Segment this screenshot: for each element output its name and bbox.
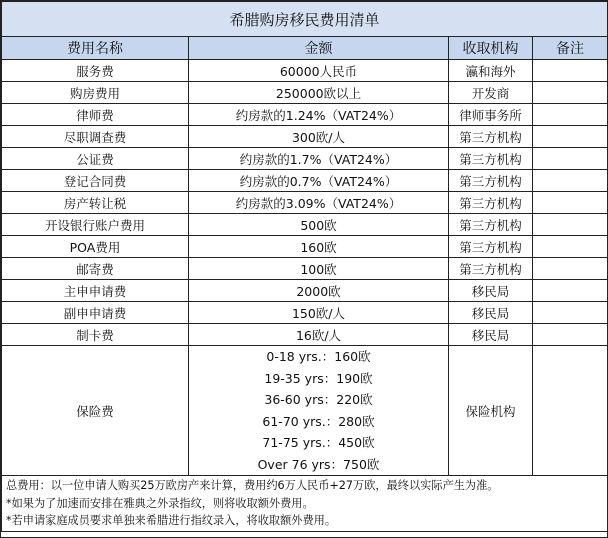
table-row: [2, 148, 608, 170]
remark-cell: [533, 280, 608, 302]
amount-cell: 约房款的1.7%（VAT24%）: [189, 148, 449, 170]
remark-cell: [533, 236, 608, 258]
header-agency: 收取机构: [449, 37, 533, 60]
agency-cell: 律师事务所: [449, 104, 533, 126]
remark-cell: [533, 258, 608, 280]
table-row: [2, 324, 608, 346]
remark-cell: [533, 126, 608, 148]
remark-cell: [533, 302, 608, 324]
amount-cell: 60000人民币: [189, 60, 449, 82]
remark-cell: [533, 104, 608, 126]
table-row: [2, 302, 608, 324]
remark-cell: [533, 214, 608, 236]
amount-cell: 150欧/人: [189, 302, 449, 324]
fee-name-cell: 开设银行账户费用: [2, 214, 189, 236]
amount-cell: 16欧/人: [189, 324, 449, 346]
agency-cell: 移民局: [449, 324, 533, 346]
amount-cell: 约房款的3.09%（VAT24%）: [189, 192, 449, 214]
insurance-agency: 保险机构: [449, 346, 533, 476]
fee-name-cell: 律师费: [2, 104, 189, 126]
table-row: [2, 280, 608, 302]
insurance-row: [2, 346, 608, 476]
amount-cell: 约房款的0.7%（VAT24%）: [189, 170, 449, 192]
fee-name-cell: 服务费: [2, 60, 189, 82]
fee-name-cell: 房产转让税: [2, 192, 189, 214]
remark-cell: [533, 148, 608, 170]
amount-cell: 100欧: [189, 258, 449, 280]
table-row: [2, 192, 608, 214]
table-row: [2, 214, 608, 236]
amount-cell: 300欧/人: [189, 126, 449, 148]
agency-cell: 第三方机构: [449, 148, 533, 170]
agency-cell: 第三方机构: [449, 192, 533, 214]
table-row: [2, 258, 608, 280]
insurance-tier: 19-35 yrs：190欧: [264, 370, 373, 386]
agency-cell: 第三方机构: [449, 126, 533, 148]
remark-cell: [533, 170, 608, 192]
agency-cell: 移民局: [449, 280, 533, 302]
header-fee-name: 费用名称: [2, 37, 189, 60]
header-remark: 备注: [533, 37, 608, 60]
header-row: [2, 37, 608, 60]
table-row: [2, 60, 608, 82]
fee-name-cell: 登记合同费: [2, 170, 189, 192]
amount-cell: 约房款的1.24%（VAT24%）: [189, 104, 449, 126]
fee-name-cell: POA费用: [2, 236, 189, 258]
insurance-name: 保险费: [2, 346, 189, 476]
table-row: [2, 82, 608, 104]
fee-name-cell: 主申申请费: [2, 280, 189, 302]
agency-cell: 移民局: [449, 302, 533, 324]
fee-name-cell: 制卡费: [2, 324, 189, 346]
table-title: 希腊购房移民费用清单: [2, 2, 608, 37]
amount-cell: 500欧: [189, 214, 449, 236]
insurance-tier: 61-70 yrs.：280欧: [262, 413, 375, 429]
note-total: 总费用：以一位申请人购买25万欧房产来计算，费用约6万人民币+27万欧，最终以实际产生为准。: [6, 479, 499, 492]
agency-cell: 第三方机构: [449, 170, 533, 192]
agency-cell: 第三方机构: [449, 258, 533, 280]
header-amount: 金额: [189, 37, 449, 60]
fee-name-cell: 邮寄费: [2, 258, 189, 280]
insurance-tier: Over 76 yrs：750欧: [257, 456, 380, 472]
insurance-remark: [533, 346, 608, 476]
insurance-tier: 71-75 yrs.：450欧: [262, 435, 375, 450]
agency-cell: 第三方机构: [449, 236, 533, 258]
insurance-tier: 0-18 yrs.：160欧: [266, 349, 371, 364]
remark-cell: [533, 324, 608, 346]
fee-name-cell: 购房费用: [2, 82, 189, 104]
amount-cell: 2000欧: [189, 280, 449, 302]
fee-name-cell: 副申申请费: [2, 302, 189, 324]
agency-cell: 开发商: [449, 82, 533, 104]
insurance-tiers: [189, 346, 449, 476]
remark-cell: [533, 192, 608, 214]
table-row: [2, 236, 608, 258]
fee-name-cell: 尽职调查费: [2, 126, 189, 148]
fee-rows: [2, 60, 608, 346]
notes-cell: [2, 476, 608, 532]
amount-cell: 160欧: [189, 236, 449, 258]
note-family-fingerprint: *若申请家庭成员要求单独来希腊进行指纹录入，将收取额外费用。: [6, 514, 337, 527]
amount-cell: 250000欧以上: [189, 82, 449, 104]
insurance-tier: 36-60 yrs：220欧: [264, 392, 373, 407]
table-row: [2, 126, 608, 148]
table-row: [2, 104, 608, 126]
notes-row: [2, 476, 608, 532]
agency-cell: 第三方机构: [449, 214, 533, 236]
fee-table: [1, 1, 608, 532]
note-fingerprint-outside-athens: *如果为了加速而安排在雅典之外录指纹，则将收取额外费用。: [6, 496, 314, 510]
remark-cell: [533, 82, 608, 104]
fee-name-cell: 公证费: [2, 148, 189, 170]
agency-cell: 瀛和海外: [449, 60, 533, 82]
remark-cell: [533, 60, 608, 82]
table-row: [2, 170, 608, 192]
